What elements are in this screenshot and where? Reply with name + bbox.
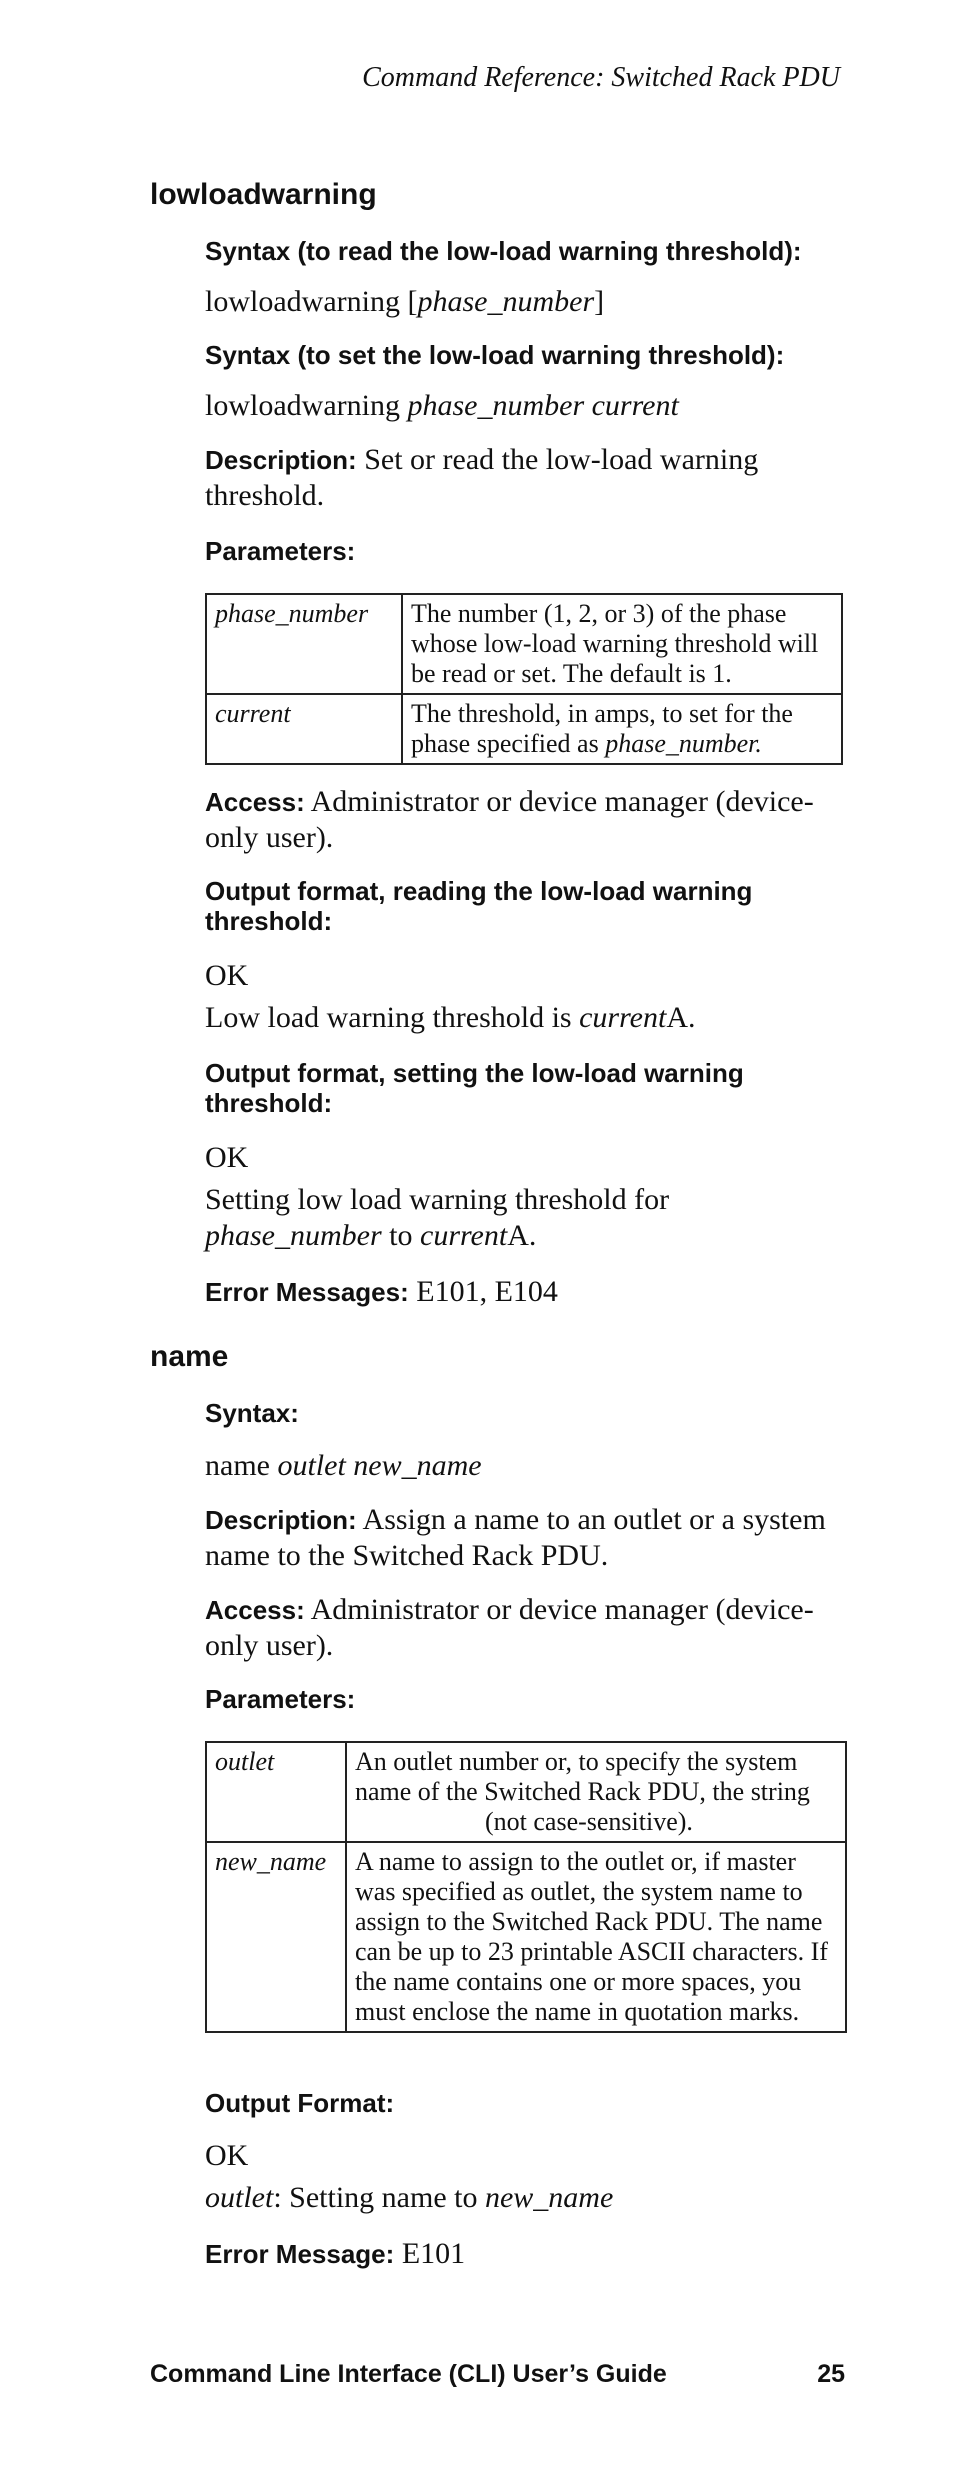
output-read-ok: OK xyxy=(205,959,249,992)
param-name: new_name xyxy=(206,1842,346,2032)
param-desc: The number (1, 2, or 3) of the phase whose low-load warning threshold will be read or set. The default is 1. xyxy=(402,594,842,694)
lowload-error-messages: Error Messages: E101, E104 xyxy=(205,1275,558,1308)
name-syntax-heading: Syntax: xyxy=(205,1398,299,1428)
name-access: Access: Administrator or device manager (device-only user). xyxy=(205,1593,814,1662)
lowload-parameters-table xyxy=(205,593,843,765)
table-row xyxy=(206,594,842,694)
param-name: outlet xyxy=(206,1742,346,1842)
syntax-read-command: lowloadwarning [phase_number] xyxy=(205,285,605,318)
table-row xyxy=(206,1742,846,1842)
table-row xyxy=(206,1842,846,2032)
output-read-text: Low load warning threshold is currentA. xyxy=(205,1001,696,1034)
table-row xyxy=(206,694,842,764)
name-output-heading: Output Format: xyxy=(205,2088,395,2118)
name-syntax-command: name outlet new_name xyxy=(205,1449,482,1482)
lowload-access: Access: Administrator or device manager (device-only user). xyxy=(205,785,814,854)
param-desc: A name to assign to the outlet or, if master was specified as outlet, the system name to assign to the Switched Rack PDU. The name can be up to 23 printable ASCII characters. If the name contains one or more spaces, you must enclose the name in quotation marks. xyxy=(346,1842,846,2032)
name-error-message: Error Message: E101 xyxy=(205,2237,466,2270)
name-output-text: outlet: Setting name to new_name xyxy=(205,2181,614,2214)
output-set-line2: phase_number to currentA. xyxy=(205,1219,537,1252)
output-set-line1: Setting low load warning threshold for xyxy=(205,1183,670,1216)
param-name: current xyxy=(206,694,402,764)
output-set-ok: OK xyxy=(205,1141,249,1174)
name-output-ok: OK xyxy=(205,2139,249,2172)
param-desc: The threshold, in amps, to set for the phase specified as phase_number. xyxy=(402,694,842,764)
section-title-lowloadwarning: lowloadwarning xyxy=(150,178,377,211)
syntax-read-heading: Syntax (to read the low-load warning threshold): xyxy=(205,236,802,266)
running-head: Command Reference: Switched Rack PDU xyxy=(362,62,840,93)
lowload-parameters-heading: Parameters: xyxy=(205,536,356,566)
output-read-heading: Output format, reading the low-load warning threshold: xyxy=(205,876,753,936)
section-title-name: name xyxy=(150,1340,229,1373)
param-name: phase_number xyxy=(206,594,402,694)
name-description: Description: Assign a name to an outlet or a system name to the Switched Rack PDU. xyxy=(205,1503,826,1572)
lowload-description: Description: Set or read the low-load warning threshold. xyxy=(205,443,759,512)
syntax-set-heading: Syntax (to set the low-load warning threshold): xyxy=(205,340,785,370)
page-footer xyxy=(150,2360,845,2389)
param-desc: An outlet number or, to specify the system name of the Switched Rack PDU, the string(not case-sensitive). xyxy=(346,1742,846,1842)
syntax-set-command: lowloadwarning phase_number current xyxy=(205,389,679,422)
name-parameters-heading: Parameters: xyxy=(205,1684,356,1714)
output-set-heading: Output format, setting the low-load warning threshold: xyxy=(205,1058,744,1118)
name-parameters-table xyxy=(205,1741,847,2033)
page-number: 25 xyxy=(817,2360,845,2388)
footer-title: Command Line Interface (CLI) User’s Guide xyxy=(150,2360,667,2388)
